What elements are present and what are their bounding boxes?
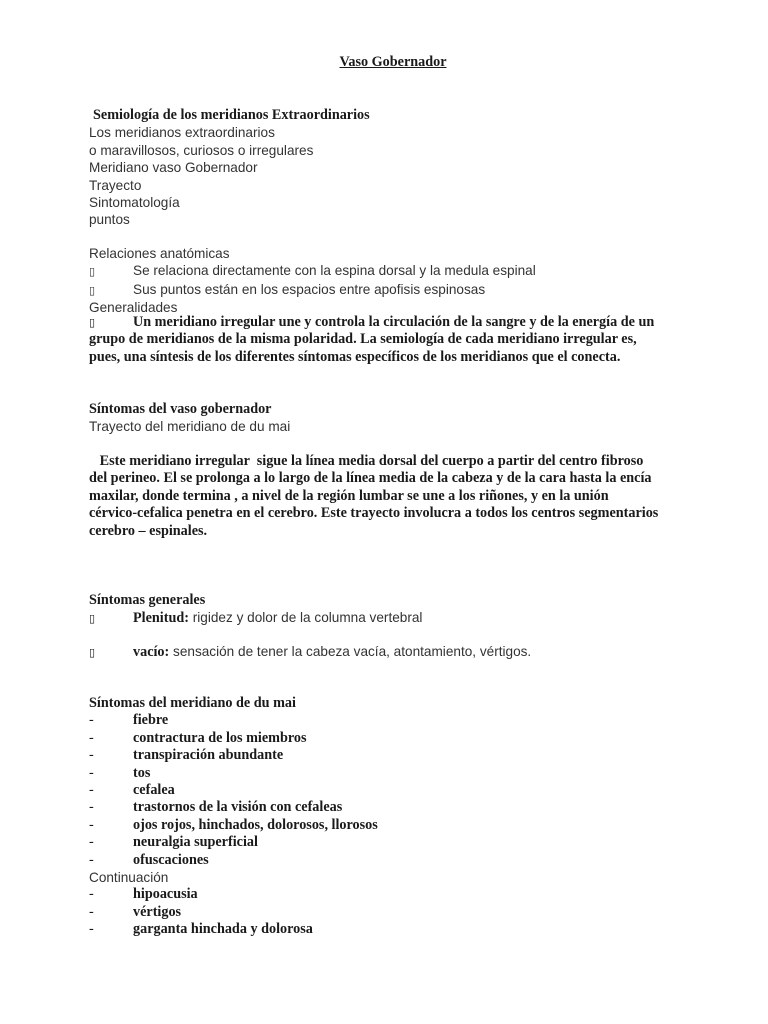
text-line: puntos [89,212,130,228]
section-heading: Síntomas del meridiano de du mai [89,695,296,711]
paragraph-line: ▯ Un meridiano irregular une y controla la circulación de la sangre y de la energía de un [89,314,655,330]
item-label: vacío: [133,644,170,660]
bullet-icon: ▯ [89,283,96,297]
dash-icon: - [89,851,94,868]
dash-icon: - [89,729,94,746]
paragraph-line: grupo de meridianos de la misma polaridad. La semiología de cada meridiano irregular es, [89,331,637,348]
list-item: - fiebre [89,712,169,729]
dash-icon: - [89,712,94,729]
text-line: Trayecto [89,177,142,193]
section-sintomas-vaso [89,401,709,436]
bullet-icon: ▯ [89,316,96,329]
dash-icon: - [89,816,94,833]
list-item: - hipoacusia [89,886,198,903]
list-item: - ojos rojos, hinchados, dolorosos, llorosos [89,816,378,833]
document-title: Vaso Gobernador [339,54,447,70]
trayecto-paragraph [89,453,709,540]
text-line: Los meridianos extraordinarios [89,125,275,141]
text-line: Meridiano vaso Gobernador [89,160,258,176]
dash-icon: - [89,764,94,781]
dash-icon: - [89,747,94,764]
list-item [89,281,709,299]
list-item: - cefalea [89,782,175,799]
list-item-vacio-wrap [89,643,709,661]
section-heading: Síntomas del vaso gobernador [89,401,272,417]
list-item [89,643,709,661]
paragraph-line: maxilar, donde termina , a nivel de la región lumbar se une a los riñones, y en la unión [89,487,609,504]
item-label: Plenitud: [133,610,189,627]
section-subheading: Trayecto del meridiano de du mai [89,419,291,435]
dash-icon: - [89,799,94,816]
continuation-label: Continuación [89,870,169,886]
list-item [89,262,709,280]
list-item: - vértigos [89,903,182,920]
list-item: - garganta hinchada y dolorosa [89,921,313,938]
list-item: - tos [89,764,151,781]
list-item: - transpiración abundante [89,747,284,764]
list-item-text: Sus puntos están en los espacios entre apofisis espinosas [133,281,486,297]
section-heading: Relaciones anatómicas [89,246,230,261]
paragraph-line: pues, una síntesis de los diferentes síntomas específicos de los meridianos que el conecta. [89,348,621,365]
section-heading: Síntomas generales [89,592,206,608]
paragraph-line: cerebro – espinales. [89,522,208,539]
list-item: - neuralgia superficial [89,834,258,851]
list-item: - ofuscaciones [89,851,209,868]
paragraph-line: Este meridiano irregular sigue la línea media dorsal del cuerpo a partir del centro fibroso [89,453,644,469]
bullet-icon: ▯ [89,265,96,279]
list-item: - contractura de los miembros [89,729,307,746]
section-sintomas-generales [89,592,709,628]
item-text: rigidez y dolor de la columna vertebral [188,610,423,626]
dash-icon: - [89,886,94,903]
text-line: o maravillosos, curiosos o irregulares [89,142,314,158]
section-sintomas-meridiano [89,695,709,939]
item-text: sensación de tener la cabeza vacía, atontamiento, vértigos. [169,644,532,659]
list-item: - trastornos de la visión con cefaleas [89,799,343,816]
paragraph-line: cérvico-cefalica penetra en el cerebro. Este trayecto involucra a todos los centros segmentarios [89,505,659,522]
dash-icon: - [89,782,94,799]
text-line: Sintomatología [89,195,180,211]
section-heading: Semiología de los meridianos Extraordinarios [93,107,370,123]
list-item [89,609,709,627]
section-relaciones [89,245,709,317]
paragraph-line: del perineo. El se prolonga a lo largo de la línea media de la cabeza y de la cara hasta la encía [89,470,652,487]
dash-icon: - [89,903,94,920]
bullet-icon: ▯ [89,646,96,659]
section-heading: Generalidades [89,300,178,316]
generalidades-paragraph [89,314,709,366]
section-semiologia [89,107,709,229]
dash-icon: - [89,921,94,938]
dash-icon: - [89,834,94,851]
list-item-text: Se relaciona directamente con la espina dorsal y la medula espinal [133,263,536,279]
bullet-icon: ▯ [89,612,96,626]
